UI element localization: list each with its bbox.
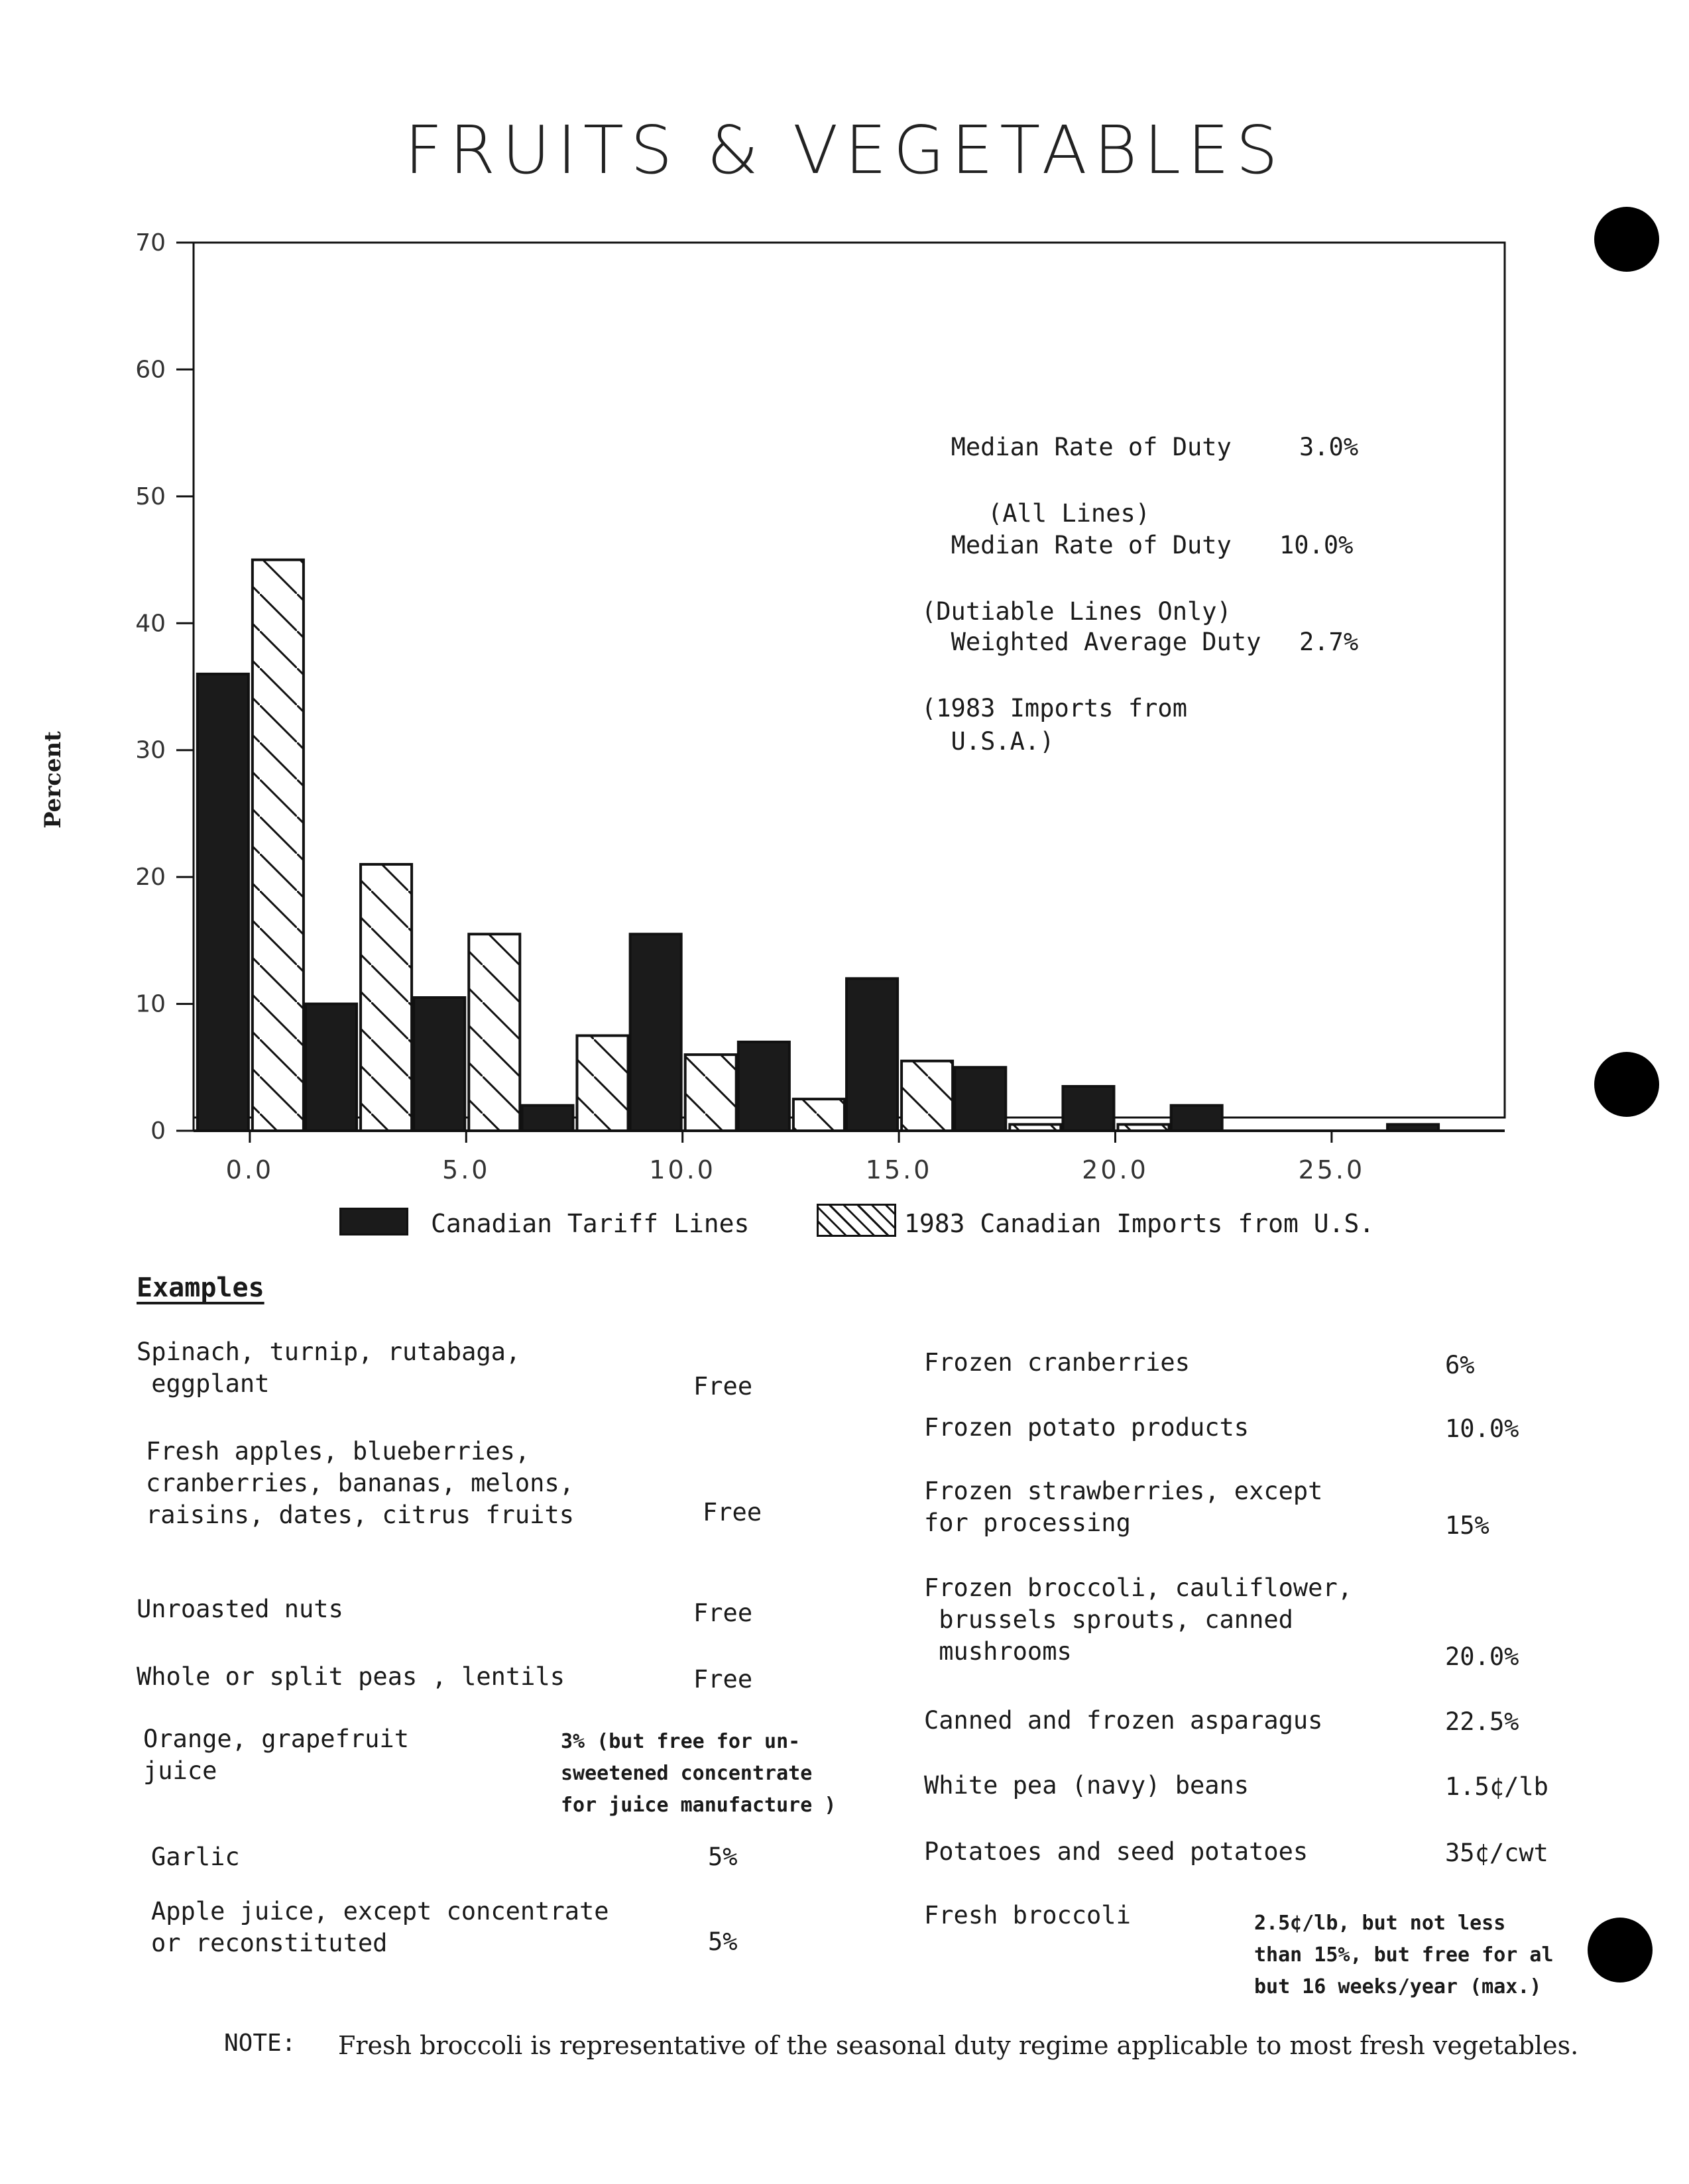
example-item: Fresh apples, blueberries, cranberries, bananas, melons, raisins, dates, citrus fruits: [146, 1437, 575, 1529]
y-tick-label: 50: [135, 483, 166, 510]
page-title: FRUITS & VEGETABLES: [404, 111, 1285, 189]
example-rate: Free: [693, 1599, 753, 1627]
x-tick-label: 5.0: [442, 1155, 491, 1184]
bar-imports: [577, 1035, 628, 1131]
example-item: Orange, grapefruit juice: [143, 1725, 409, 1785]
example-rate: 22.5%: [1445, 1707, 1519, 1736]
example-rate: 1.5¢/lb: [1445, 1772, 1548, 1801]
example-item: Frozen strawberries, except for processing: [924, 1477, 1323, 1537]
example-item: White pea (navy) beans: [924, 1771, 1250, 1800]
binder-hole-bottom: [1588, 1918, 1653, 1983]
example-rate: 15%: [1445, 1511, 1489, 1540]
stat-sublabel: (All Lines): [988, 499, 1151, 528]
y-tick-label: 70: [135, 229, 166, 257]
stat-label: Median Rate of Duty: [951, 531, 1232, 559]
x-tick-label: 25.0: [1298, 1155, 1366, 1184]
example-rate: 2.5¢/lb, but not less than 15%, but free for al but 16 weeks/year (max.): [1254, 1912, 1554, 1998]
stat-value: 3.0%: [1299, 433, 1359, 461]
example-item: Fresh broccoli: [924, 1901, 1131, 1929]
x-tick-label: 15.0: [865, 1155, 933, 1184]
bar-imports: [469, 934, 520, 1131]
stat-label: Weighted Average Duty: [951, 628, 1261, 656]
bar-tariff-lines: [1171, 1106, 1222, 1131]
example-rate: Free: [693, 1372, 753, 1401]
stat-label: Median Rate of Duty: [951, 433, 1232, 461]
example-item: Frozen broccoli, cauliflower, brussels sprouts, canned mushrooms: [924, 1574, 1353, 1666]
y-tick-label: 30: [135, 736, 166, 764]
example-item: Canned and frozen asparagus: [924, 1706, 1323, 1735]
bar-tariff-lines: [630, 934, 681, 1131]
example-rate: 35¢/cwt: [1445, 1839, 1548, 1867]
x-tick-label: 10.0: [649, 1155, 716, 1184]
bar-imports: [361, 864, 412, 1131]
note-text: Fresh broccoli is representative of the seasonal duty regime applicable to most fresh vegetables.: [338, 2031, 1579, 2060]
example-rate: Free: [693, 1665, 753, 1694]
example-item: Unroasted nuts: [137, 1595, 343, 1623]
bar-tariff-lines: [955, 1067, 1006, 1131]
example-item: Potatoes and seed potatoes: [924, 1837, 1309, 1866]
legend-label-imports: 1983 Canadian Imports from U.S.: [904, 1209, 1375, 1238]
bar-imports: [253, 560, 304, 1131]
stat-weighted-average: [921, 593, 1359, 791]
stat-sublabel: (1983 Imports from U.S.A.): [921, 694, 1187, 756]
example-rate: 10.0%: [1445, 1414, 1519, 1443]
example-rate: 5%: [708, 1843, 738, 1871]
stat-sublabel: (Dutiable Lines Only): [921, 597, 1232, 626]
y-tick-label: 20: [135, 864, 166, 891]
y-tick-label: 10: [135, 990, 166, 1018]
example-item: Frozen cranberries: [924, 1348, 1190, 1377]
bar-imports: [685, 1055, 736, 1131]
x-tick-label: 0.0: [225, 1155, 274, 1184]
example-item: Garlic: [151, 1843, 240, 1871]
y-tick-label: 40: [135, 610, 166, 638]
note-label: NOTE:: [224, 2030, 296, 2057]
bar-imports: [793, 1099, 844, 1131]
bar-tariff-lines: [414, 998, 465, 1131]
example-item: Whole or split peas , lentils: [137, 1662, 565, 1691]
legend-label-tariff-lines: Canadian Tariff Lines: [431, 1209, 750, 1238]
y-tick-label: 0: [150, 1118, 166, 1145]
bar-imports: [902, 1061, 953, 1131]
bar-tariff-lines: [846, 978, 898, 1131]
x-tick-label: 20.0: [1082, 1155, 1149, 1184]
example-item: Frozen potato products: [924, 1413, 1250, 1442]
bar-tariff-lines: [522, 1106, 573, 1131]
legend-swatch-imports: [817, 1204, 896, 1237]
bar-tariff-lines: [1063, 1086, 1114, 1131]
example-rate: Free: [703, 1498, 762, 1526]
bar-tariff-lines: [198, 674, 249, 1131]
example-item: Apple juice, except concentrate or reconstituted: [151, 1897, 609, 1957]
example-rate: 6%: [1445, 1351, 1475, 1379]
example-rate: 20.0%: [1445, 1642, 1519, 1671]
y-tick-label: 60: [135, 356, 166, 384]
bar-tariff-lines: [306, 1004, 357, 1131]
example-rate: 5%: [708, 1927, 738, 1956]
example-item: Spinach, turnip, rutabaga, eggplant: [137, 1338, 521, 1398]
y-axis-label: Percent: [40, 731, 66, 829]
examples-heading: Examples: [137, 1273, 264, 1303]
stat-value: 2.7%: [1299, 628, 1359, 656]
stat-value: 10.0%: [1279, 531, 1354, 559]
example-rate: 3% (but free for un- sweetened concentrate for juice manufacture ): [561, 1730, 837, 1817]
bar-tariff-lines: [738, 1042, 789, 1131]
legend-swatch-tariff-lines: [339, 1208, 408, 1236]
